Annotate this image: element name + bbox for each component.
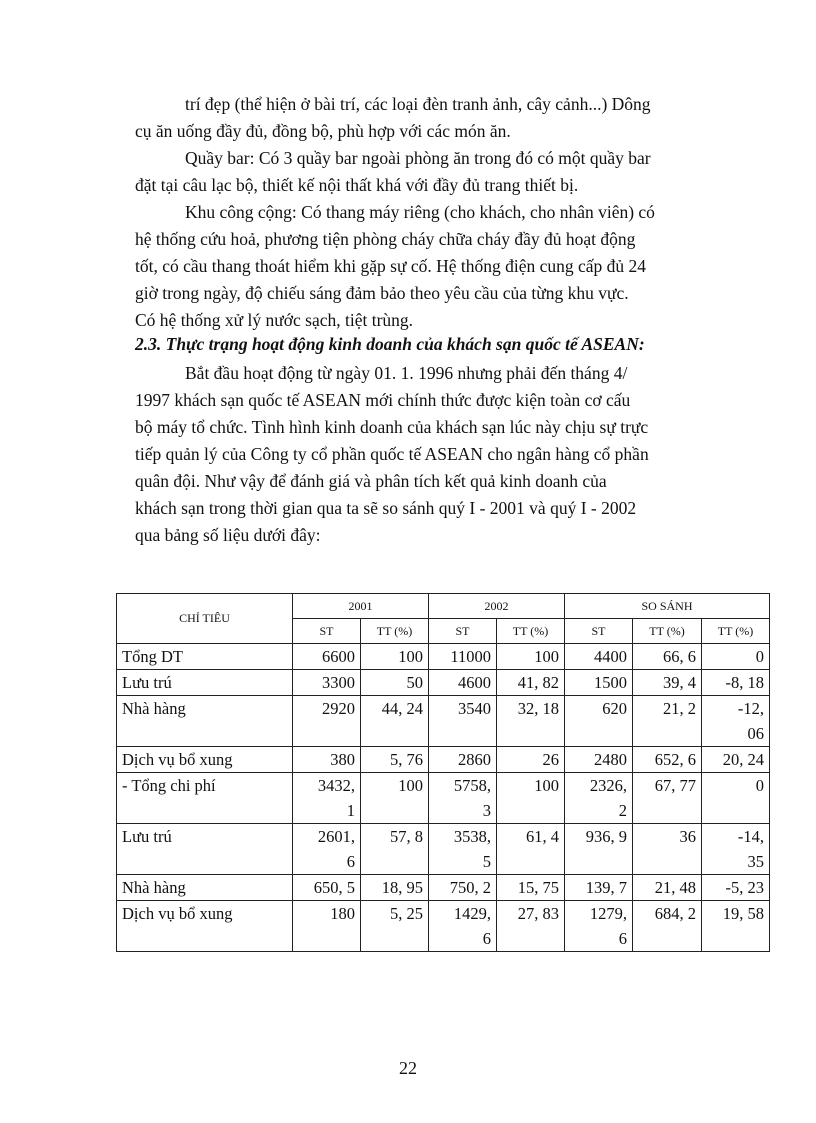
text-line: đặt tại câu lạc bộ, thiết kế nội thất khá với đầy đủ trang thiết bị. [135, 175, 579, 195]
table-cell: 180 [293, 901, 361, 952]
table-cell: 66, 6 [633, 644, 702, 670]
table-cell: 39, 4 [633, 670, 702, 696]
table-cell: 18, 95 [361, 875, 429, 901]
table-cell: 2601, 6 [293, 824, 361, 875]
page-number: 22 [399, 1058, 417, 1078]
text-line: bộ máy tổ chức. Tình hình kinh doanh của khách sạn lúc này chịu sự trực [135, 417, 649, 437]
section-heading: 2.3. Thực trạng hoạt động kinh doanh của khách sạn quốc tế ASEAN: [135, 334, 645, 354]
paragraph [135, 91, 739, 145]
table-cell: 11000 [429, 644, 497, 670]
table-cell: 139, 7 [565, 875, 633, 901]
table-cell: 44, 24 [361, 696, 429, 747]
text-line: tốt, có cầu thang thoát hiểm khi gặp sự cố. Hệ thống điện cung cấp đủ 24 [135, 256, 647, 276]
table-cell: 750, 2 [429, 875, 497, 901]
table-cell: 380 [293, 747, 361, 773]
table-cell: 650, 5 [293, 875, 361, 901]
subheader-cell: TT (%) [702, 619, 770, 644]
table-cell: 100 [497, 773, 565, 824]
table-row [117, 696, 770, 747]
table-cell: 2326, 2 [565, 773, 633, 824]
table-cell: 100 [361, 644, 429, 670]
table-cell: 0 [702, 644, 770, 670]
subheader-cell: TT (%) [361, 619, 429, 644]
table-cell: 2920 [293, 696, 361, 747]
table-cell: -12, 06 [702, 696, 770, 747]
text-line: Bắt đầu hoạt động từ ngày 01. 1. 1996 nhưng phải đến tháng 4/ [185, 363, 628, 383]
subheader-cell: TT (%) [633, 619, 702, 644]
text-line: khách sạn trong thời gian qua ta sẽ so sánh quý I - 2001 và quý I - 2002 [135, 498, 637, 518]
text-line: Quầy bar: Có 3 quầy bar ngoài phòng ăn trong đó có một quầy bar [185, 148, 651, 168]
table-cell: 0 [702, 773, 770, 824]
header-year-2001: 2001 [293, 594, 429, 619]
table-cell: 2860 [429, 747, 497, 773]
table-cell: 3538, 5 [429, 824, 497, 875]
subheader-cell: ST [565, 619, 633, 644]
table-cell: 26 [497, 747, 565, 773]
table-cell: 5758, 3 [429, 773, 497, 824]
paragraph [135, 360, 739, 549]
text-line: 1997 khách sạn quốc tế ASEAN mới chính thức được kiện toàn cơ cấu [135, 390, 631, 410]
subheader-cell: ST [293, 619, 361, 644]
table-cell: 2480 [565, 747, 633, 773]
table-row [117, 670, 770, 696]
table-row [117, 875, 770, 901]
table-cell: 20, 24 [702, 747, 770, 773]
table-cell: 41, 82 [497, 670, 565, 696]
header-year-2002: 2002 [429, 594, 565, 619]
table-cell: 652, 6 [633, 747, 702, 773]
table-row [117, 747, 770, 773]
subheader-cell: ST [429, 619, 497, 644]
table-cell: 27, 83 [497, 901, 565, 952]
text-line: trí đẹp (thể hiện ở bài trí, các loại đèn tranh ảnh, cây cảnh...) Dông [185, 94, 651, 114]
row-label: Tổng DT [117, 644, 293, 670]
table-cell: 3432, 1 [293, 773, 361, 824]
paragraph [135, 145, 739, 199]
table-cell: -5, 23 [702, 875, 770, 901]
table-row [117, 773, 770, 824]
row-label: Lưu trú [117, 824, 293, 875]
text-line: hệ thống cứu hoả, phương tiện phòng cháy chữa cháy đầy đủ hoạt động [135, 229, 636, 249]
table-cell: 4600 [429, 670, 497, 696]
table-body [117, 644, 770, 952]
table-cell: 100 [497, 644, 565, 670]
text-line: tiếp quản lý của Công ty cổ phần quốc tế ASEAN cho ngân hàng cổ phần [135, 444, 649, 464]
table-cell: 61, 4 [497, 824, 565, 875]
text-line: Có hệ thống xử lý nước sạch, tiệt trùng. [135, 310, 414, 330]
table-cell: 57, 8 [361, 824, 429, 875]
table-cell: -14, 35 [702, 824, 770, 875]
text-line: giờ trong ngày, độ chiếu sáng đảm bảo theo yêu cầu của từng khu vực. [135, 283, 629, 303]
table-cell: 3540 [429, 696, 497, 747]
paragraph [135, 199, 739, 334]
table-cell: 21, 2 [633, 696, 702, 747]
table-cell: 684, 2 [633, 901, 702, 952]
business-results-table [116, 593, 770, 952]
table-cell: 21, 48 [633, 875, 702, 901]
table-cell: 32, 18 [497, 696, 565, 747]
row-label: Dịch vụ bổ xung [117, 901, 293, 952]
table-cell: 620 [565, 696, 633, 747]
table-cell: 5, 76 [361, 747, 429, 773]
table-cell: 4400 [565, 644, 633, 670]
table-cell: 3300 [293, 670, 361, 696]
table-cell: 19, 58 [702, 901, 770, 952]
text-line: Khu công cộng: Có thang máy riêng (cho khách, cho nhân viên) có [185, 202, 655, 222]
text-line: quân đội. Như vậy để đánh giá và phân tích kết quả kinh doanh của [135, 471, 607, 491]
table-cell: 67, 77 [633, 773, 702, 824]
table-cell: 936, 9 [565, 824, 633, 875]
row-label: Nhà hàng [117, 875, 293, 901]
text-line: cụ ăn uống đầy đủ, đồng bộ, phù hợp với các món ăn. [135, 121, 511, 141]
table-row [117, 644, 770, 670]
header-indicator: CHỈ TIÊU [117, 594, 293, 644]
row-label: Lưu trú [117, 670, 293, 696]
table-row [117, 824, 770, 875]
table-cell: 36 [633, 824, 702, 875]
table-cell: 6600 [293, 644, 361, 670]
row-label: Dịch vụ bổ xung [117, 747, 293, 773]
table-cell: 5, 25 [361, 901, 429, 952]
table-cell: 50 [361, 670, 429, 696]
table-row [117, 901, 770, 952]
text-line: qua bảng số liệu dưới đây: [135, 525, 321, 545]
table-cell: 15, 75 [497, 875, 565, 901]
table-cell: -8, 18 [702, 670, 770, 696]
table-cell: 1279, 6 [565, 901, 633, 952]
row-label: - Tổng chi phí [117, 773, 293, 824]
row-label: Nhà hàng [117, 696, 293, 747]
table-cell: 1500 [565, 670, 633, 696]
header-comparison: SO SÁNH [565, 594, 770, 619]
table-cell: 1429, 6 [429, 901, 497, 952]
subheader-cell: TT (%) [497, 619, 565, 644]
table-cell: 100 [361, 773, 429, 824]
